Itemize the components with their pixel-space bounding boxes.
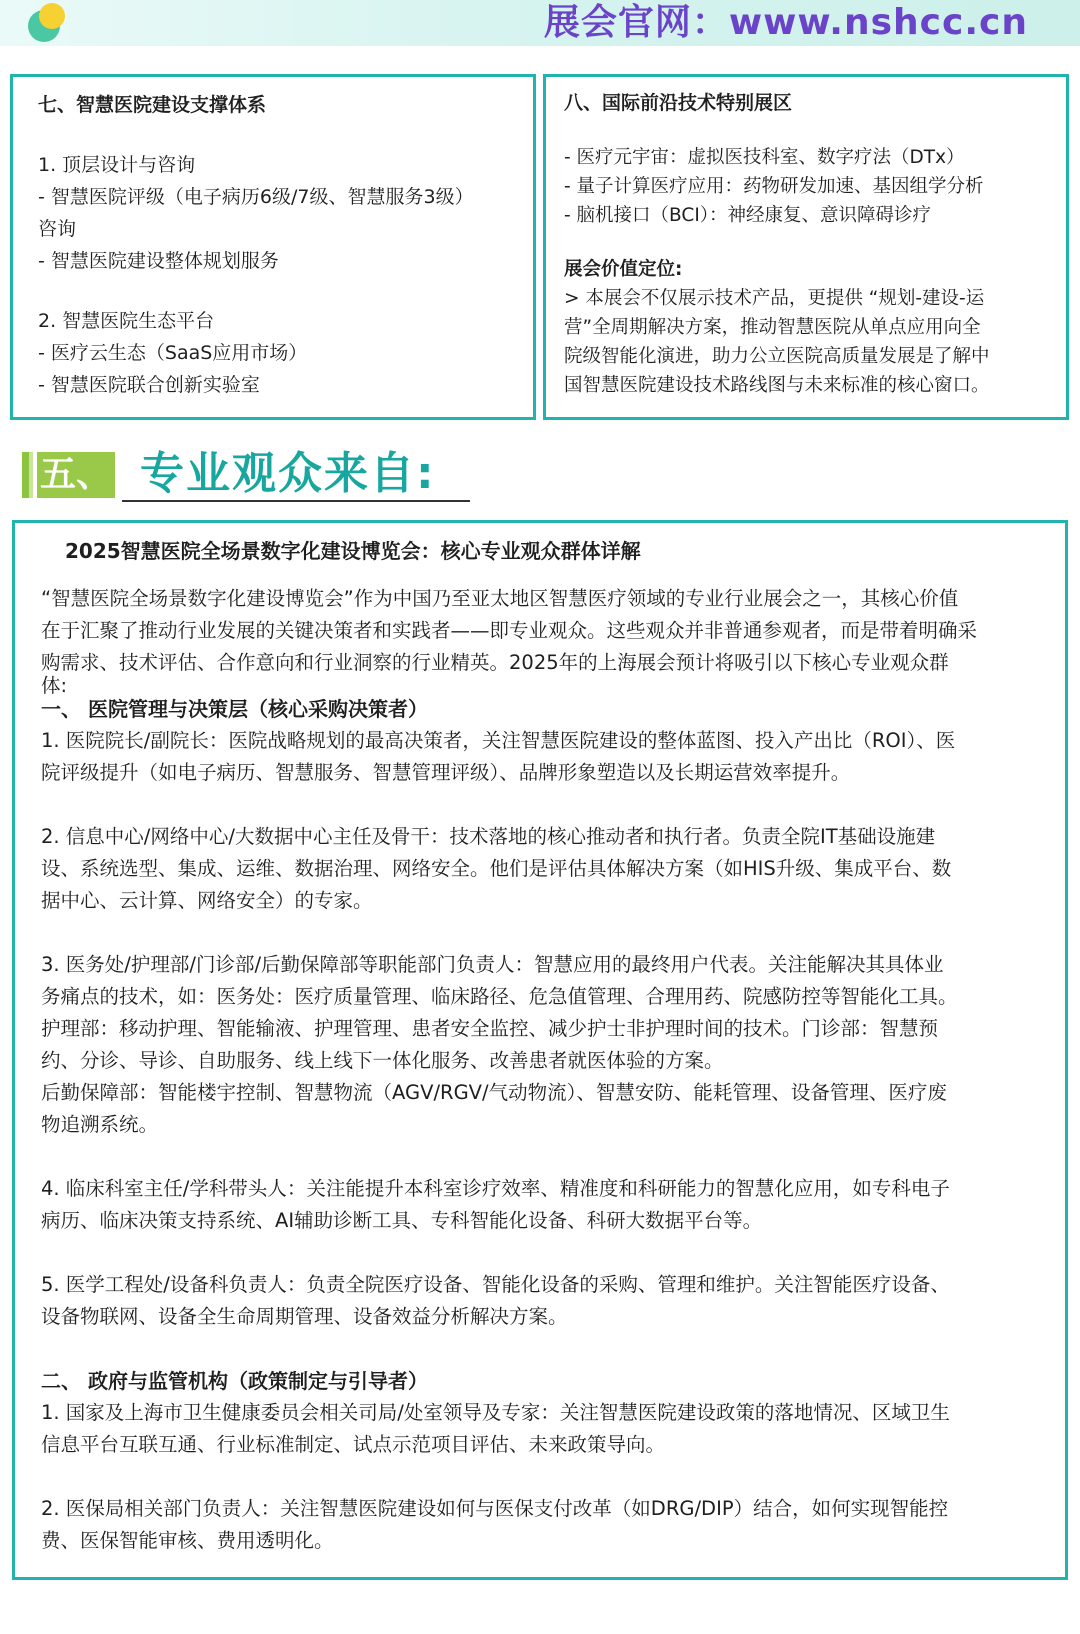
audience-item: 3. 医务处/护理部/门诊部/后勤保障部等职能部门负责人：智慧应用的最终用户代表。关注能解决其具体业 (41, 953, 944, 976)
list-item: - 量子计算医疗应用：药物研发加速、基因组学分析 (564, 176, 984, 197)
website-link[interactable]: 展会官网：www.nshcc.cn (543, 2, 1028, 43)
audience-item: 1. 医院院长/副院长：医院战略规划的最高决策者，关注智慧医院建设的整体蓝图、投入产出比（ROI）、医 (41, 729, 956, 752)
audience-item: 5. 医学工程处/设备科负责人：负责全院医疗设备、智能化设备的采购、管理和维护。关注智能医疗设备、 (41, 1273, 950, 1296)
list-item: - 智慧医院评级（电子病历6级/7级、智慧服务3级） (38, 186, 474, 208)
list-item: 咨询 (38, 218, 77, 240)
box-title: 八、国际前沿技术特别展区 (564, 92, 793, 114)
accent-bar (29, 452, 33, 498)
value-text: > 本展会不仅展示技术产品，更提供 “规划-建设-运 (564, 288, 985, 309)
support-system-box (10, 74, 536, 420)
list-item: - 医疗元宇宙：虚拟医技科室、数字疗法（DTx） (564, 147, 965, 168)
list-item: 1. 顶层设计与咨询 (38, 154, 196, 176)
audience-item: 院评级提升（如电子病历、智慧服务、智慧管理评级）、品牌形象塑造以及长期运营效率提升。 (41, 761, 851, 784)
audience-item: 约、分诊、导诊、自助服务、线上线下一体化服务、改善患者就医体验的方案。 (41, 1049, 724, 1072)
value-text: 院级智能化演进，助力公立医院高质量发展是了解中 (564, 346, 990, 367)
audience-item: 务痛点的技术，如：医务处：医疗质量管理、临床路径、危急值管理、合理用药、院感防控等智能化工具。 (41, 985, 958, 1008)
group-heading: 二、 政府与监管机构（政策制定与引导者） (41, 1369, 428, 1393)
frontier-tech-box (543, 74, 1069, 420)
value-title: 展会价值定位: (564, 259, 683, 280)
list-item: - 智慧医院建设整体规划服务 (38, 250, 279, 272)
group-heading: 一、 医院管理与决策层（核心采购决策者） (41, 697, 428, 721)
audience-item: 后勤保障部：智能楼宇控制、智慧物流（AGV/RGV/气动物流）、智慧安防、能耗管理、设备管理、医疗废 (41, 1081, 947, 1104)
audience-box (12, 520, 1068, 1580)
value-text: 营”全周期解决方案，推动智慧医院从单点应用向全 (564, 317, 981, 338)
list-item: 2. 智慧医院生态平台 (38, 310, 215, 332)
audience-item: 护理部：移动护理、智能输液、护理管理、患者安全监控、减少护士非护理时间的技术。门诊部：智慧预 (41, 1017, 939, 1040)
audience-item: 2. 医保局相关部门负责人：关注智慧医院建设如何与医保支付改革（如DRG/DIP）结合，如何实现智能控 (41, 1497, 949, 1520)
audience-item: 设备物联网、设备全生命周期管理、设备效益分析解决方案。 (41, 1305, 568, 1328)
audience-item: 4. 临床科室主任/学科带头人：关注能提升本科室诊疗效率、精准度和科研能力的智慧化应用，如专科电子 (41, 1177, 950, 1200)
audience-item: 病历、临床决策支持系统、AI辅助诊断工具、专科智能化设备、科研大数据平台等。 (41, 1209, 763, 1232)
section-heading (22, 444, 452, 504)
accent-bar (22, 452, 29, 498)
top-banner (0, 0, 1080, 46)
audience-item: 1. 国家及上海市卫生健康委员会相关司局/处室领导及专家：关注智慧医院建设政策的落地情况、区域卫生 (41, 1401, 950, 1424)
audience-heading: 2025智慧医院全场景数字化建设博览会：核心专业观众群体详解 (65, 539, 641, 563)
audience-item: 信息平台互联互通、行业标准制定、试点示范项目评估、未来政策导向。 (41, 1433, 666, 1456)
list-item: - 智慧医院联合创新实验室 (38, 374, 260, 396)
audience-item: 费、医保智能审核、费用透明化。 (41, 1529, 334, 1552)
logo-icon (26, 2, 68, 44)
value-text: 国智慧医院建设技术路线图与未来标准的核心窗口。 (564, 375, 990, 396)
intro-text: 体: (41, 674, 68, 697)
box-title: 七、智慧医院建设支撑体系 (38, 94, 267, 116)
audience-item: 设、系统选型、集成、运维、数据治理、网络安全。他们是评估具体解决方案（如HIS升级、集成平台、数 (41, 857, 952, 880)
list-item: - 脑机接口（BCI）：神经康复、意识障碍诊疗 (564, 205, 932, 226)
intro-text: 在于汇聚了推动行业发展的关键决策者和实践者——即专业观众。这些观众并非普通参观者，而是带着明确采 (41, 619, 978, 642)
audience-item: 物追溯系统。 (41, 1113, 159, 1136)
audience-item: 2. 信息中心/网络中心/大数据中心主任及骨干：技术落地的核心推动者和执行者。负责全院IT基础设施建 (41, 825, 936, 848)
section-underline (122, 500, 470, 502)
section-number: 五、 (37, 452, 115, 498)
intro-text: 购需求、技术评估、合作意向和行业洞察的行业精英。2025年的上海展会预计将吸引以下核心专业观众群 (41, 651, 949, 674)
intro-text: “智慧医院全场景数字化建设博览会”作为中国乃至亚太地区智慧医疗领域的专业行业展会之一，其核心价值 (41, 587, 959, 610)
audience-item: 据中心、云计算、网络安全）的专家。 (41, 889, 373, 912)
list-item: - 医疗云生态（SaaS应用市场） (38, 342, 308, 364)
section-title: 专业观众来自: (140, 448, 436, 499)
